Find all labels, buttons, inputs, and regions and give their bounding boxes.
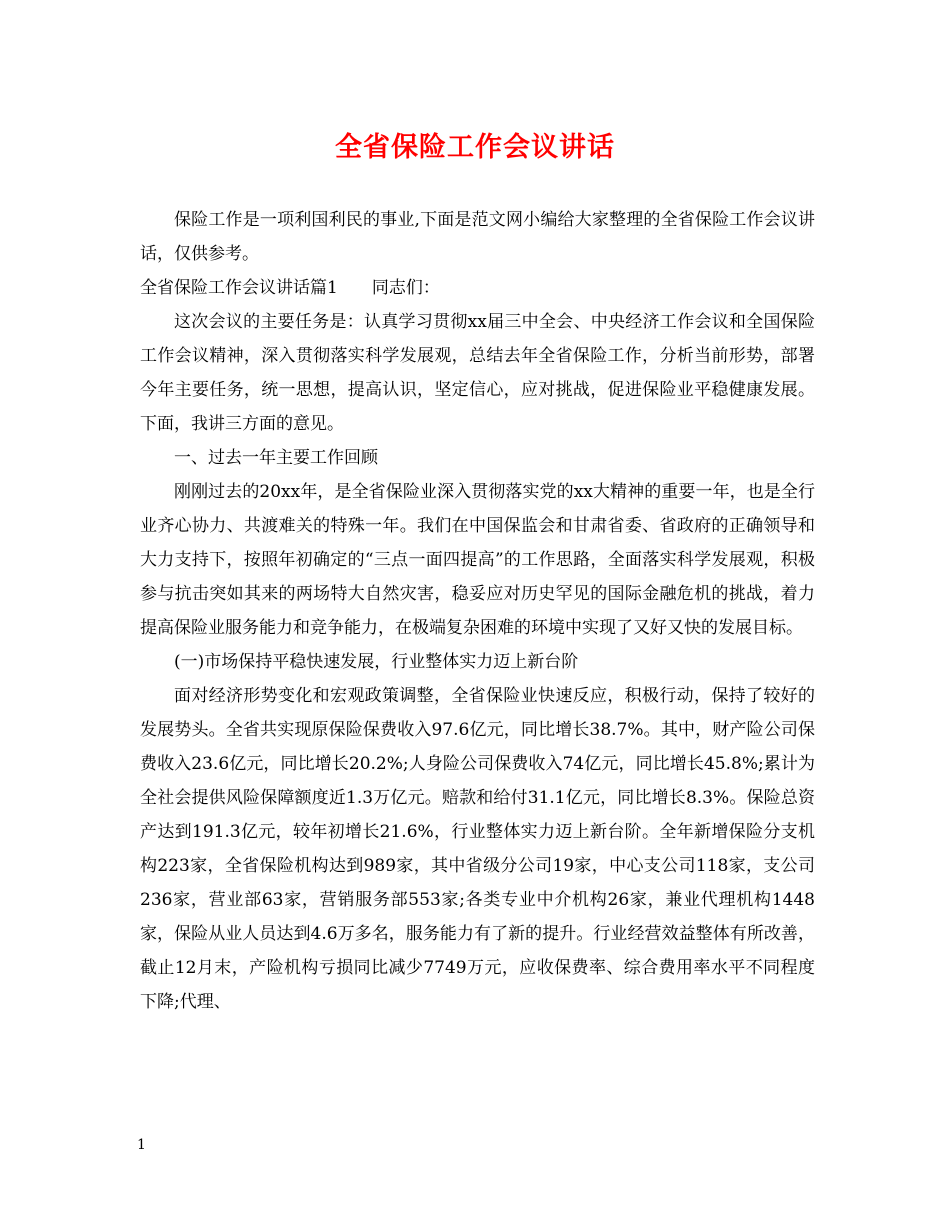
section-heading-1: 一、过去一年主要工作回顾	[174, 448, 378, 468]
section-heading-line	[140, 271, 815, 305]
document-body	[140, 203, 815, 1019]
body-paragraph-1: 这次会议的主要任务是：认真学习贯彻xx届三中全会、中央经济工作会议和全国保险工作会议精神，深入贯彻落实科学发展观，总结去年全省保险工作，分析当前形势，部署今年主要任务，统一思想，提高认识，坚定信心，应对挑战，促进保险业平稳健康发展。下面，我讲三方面的意见。	[140, 312, 815, 434]
body-paragraph-2: 刚刚过去的20xx年，是全省保险业深入贯彻落实党的xx大精神的重要一年，也是全行业齐心协力、共渡难关的特殊一年。我们在中国保监会和甘肃省委、省政府的正确领导和大力支持下，按照年初确定的“三点一面四提高”的工作思路，全面落实科学发展观，积极参与抗击突如其来的两场特大自然灾害，稳妥应对历史罕见的国际金融危机的挑战，着力提高保险业服务能力和竞争能力，在极端复杂困难的环境中实现了又好又快的发展目标。	[140, 482, 815, 638]
salutation: 同志们：	[371, 278, 440, 298]
page-number: 1	[137, 1137, 146, 1153]
section-title: 全省保险工作会议讲话篇1	[140, 278, 338, 298]
body-paragraph-3: 面对经济形势变化和宏观政策调整，全省保险业快速反应，积极行动，保持了较好的发展势头。全省共实现原保险保费收入97.6亿元，同比增长38.7%。其中，财产险公司保费收入23.6亿元，同比增长20.2%;人身险公司保费收入74亿元，同比增长45.8%;累计为全社会提供风险保障额度近1.3万亿元。赔款和给付31.1亿元，同比增长8.3%。保险总资产达到191.3亿元，较年初增长21.6%，行业整体实力迈上新台阶。全年新增保险分支机构223家，全省保险机构达到989家，其中省级分公司19家，中心支公司118家，支公司236家，营业部63家，营销服务部553家;各类专业中介机构26家，兼业代理机构1448家，保险从业人员达到4.6万多名，服务能力有了新的提升。行业经营效益整体有所改善，截止12月末，产险机构亏损同比减少7749万元，应收保费率、综合费用率水平不同程度下降;代理、	[140, 686, 815, 1012]
intro-paragraph: 保险工作是一项利国利民的事业,下面是范文网小编给大家整理的全省保险工作会议讲话，仅供参考。	[140, 210, 815, 264]
document-title: 全省保险工作会议讲话	[335, 132, 615, 163]
subsection-heading-1: (一)市场保持平稳快速发展，行业整体实力迈上新台阶	[174, 652, 579, 672]
